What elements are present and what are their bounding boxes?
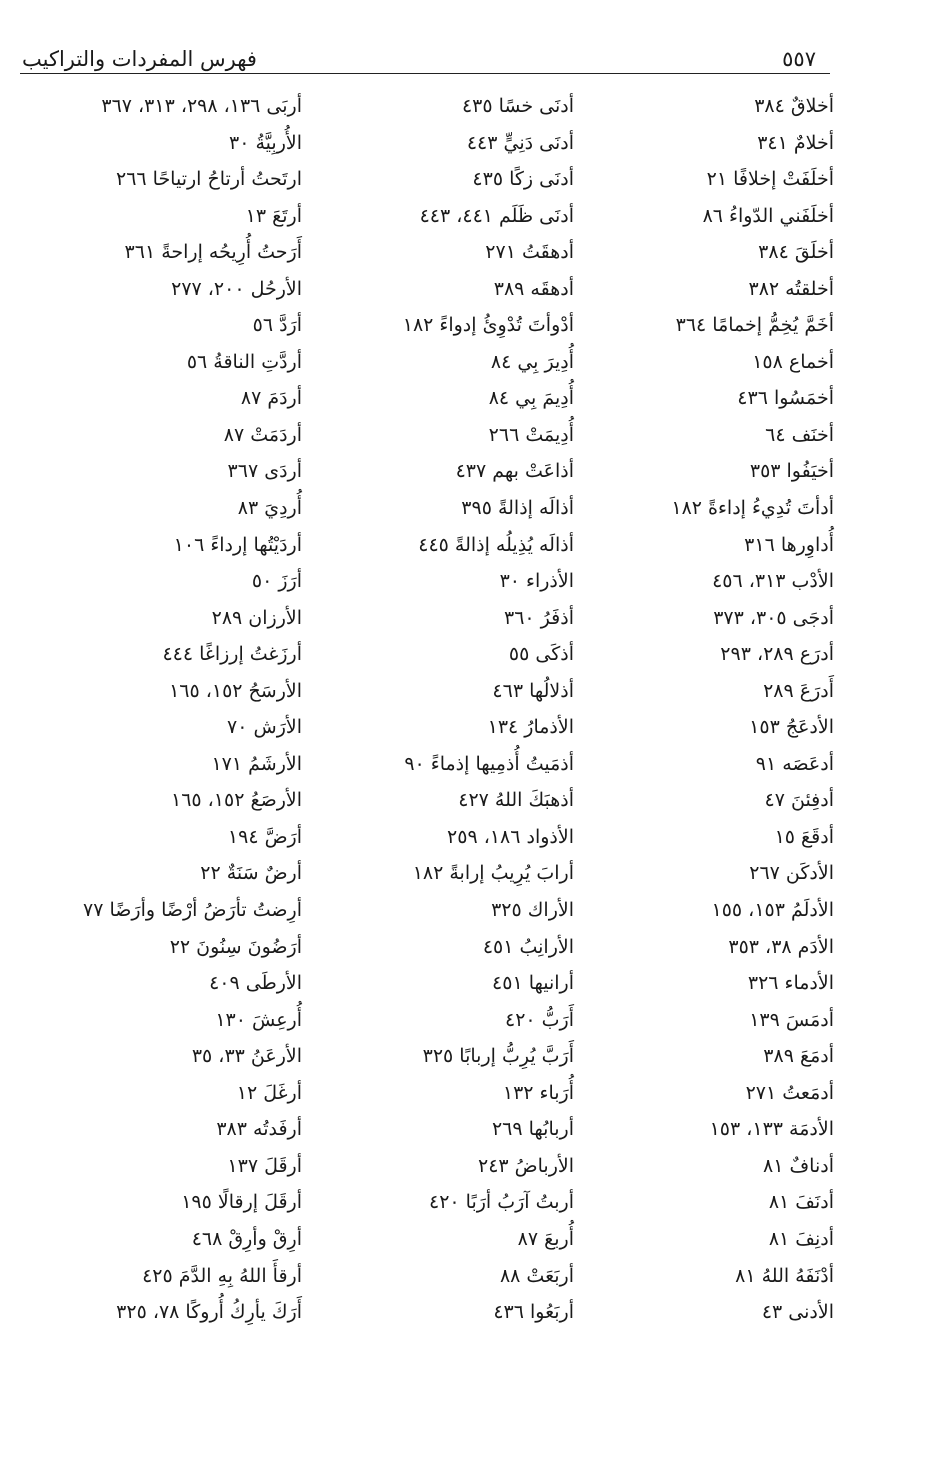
index-entry: أدرَع ٢٨٩، ٢٩٣ bbox=[720, 643, 834, 666]
index-entry: أدنَفَ ٨١ bbox=[768, 1191, 834, 1214]
index-columns bbox=[20, 88, 834, 1331]
index-entry: أخمَسُوا ٤٣٦ bbox=[737, 387, 834, 410]
index-entry: أدهقَتُ ٢٧١ bbox=[485, 241, 574, 264]
index-entry: الأرانِبُ ٤٥١ bbox=[482, 935, 574, 958]
index-entry: أُرَباء ١٣٢ bbox=[502, 1081, 574, 1104]
index-entry: الأرصَعُ ١٥٢، ١٦٥ bbox=[171, 789, 302, 812]
index-entry: أربَعَتْ ٨٨ bbox=[499, 1264, 574, 1287]
index-entry: أخلَفَني الدّواءُ ٨٦ bbox=[702, 204, 834, 227]
index-entry: الأرعَنُ ٣٣، ٣٥ bbox=[191, 1045, 302, 1068]
index-entry: أدهقَه ٣٨٩ bbox=[493, 277, 574, 300]
index-entry: أربابُها ٢٦٩ bbox=[491, 1118, 574, 1141]
index-entry: أدمَسَ ١٣٩ bbox=[749, 1008, 834, 1031]
header-divider bbox=[20, 73, 830, 74]
index-entry: الأرباضُ ٢٤٣ bbox=[477, 1154, 574, 1177]
index-entry: أخلَقَ ٣٨٤ bbox=[758, 241, 834, 264]
index-entry: أَرَبُّ ٤٢٠ bbox=[504, 1008, 574, 1031]
index-entry: أربَى ١٣٦، ٢٩٨، ٣١٣، ٣٦٧ bbox=[101, 95, 302, 117]
index-entry: أُدِيمَ بِي ٨٤ bbox=[488, 387, 574, 410]
index-entry: أخَمَّ يُخِمُّ إخمامًا ٣٦٤ bbox=[675, 314, 834, 337]
index-entry: أذمَيتُ أُذمِيها إذماءً ٩٠ bbox=[404, 752, 574, 775]
index-entry: أدنافٌ ٨١ bbox=[763, 1154, 834, 1177]
index-entry: أُربعَ ٨٧ bbox=[517, 1227, 574, 1250]
index-entry: أرانيها ٤٥١ bbox=[492, 972, 574, 995]
index-entry: ارتَحتُ أرتاحُ ارتياحًا ٢٦٦ bbox=[115, 168, 302, 191]
index-entry: أُرعِشَ ١٣٠ bbox=[215, 1008, 302, 1031]
index-entry: الأدماء ٣٢٦ bbox=[747, 972, 834, 995]
index-entry: أرِضتُ تأرَضُ أرْضًا وأرَضًا ٧٧ bbox=[83, 899, 302, 922]
index-entry: الأدكَن ٢٦٧ bbox=[749, 862, 834, 885]
index-entry: الأدلَمُ ١٥٣، ١٥٥ bbox=[711, 899, 834, 922]
index-entry: أرَدَّ ٥٦ bbox=[252, 314, 302, 337]
index-entry: أدمَعَ ٣٨٩ bbox=[763, 1045, 834, 1068]
index-entry: أربَعُوا ٤٣٦ bbox=[493, 1301, 574, 1324]
index-entry: أدفِئنَ ٤٧ bbox=[764, 789, 834, 812]
index-entry: أدعَصَه ٩١ bbox=[755, 752, 834, 775]
index-entry: أرقأَ اللهُ بِهِ الدَّمَ ٤٢٥ bbox=[142, 1264, 302, 1287]
index-entry: أدنِفَ ٨١ bbox=[768, 1227, 834, 1250]
index-entry: الأرسَحُ ١٥٢، ١٦٥ bbox=[169, 679, 302, 702]
index-entry: أدْنَفَهُ اللهُ ٨١ bbox=[735, 1264, 834, 1287]
index-entry: أذلالُها ٤٦٣ bbox=[492, 679, 574, 702]
index-entry: الأذواد ١٨٦، ٢٥٩ bbox=[447, 825, 574, 848]
index-entry: أخنَف ٦٤ bbox=[765, 423, 834, 446]
index-entry: أدنَى ظَلَم ٤٤١، ٤٤٣ bbox=[419, 204, 574, 227]
index-entry: أرَزَ ٥٠ bbox=[251, 570, 302, 593]
index-entry: أدنَى دَنِيٍّ ٤٤٣ bbox=[466, 131, 574, 154]
index-entry: أُردِيَ ٨٣ bbox=[237, 497, 302, 520]
index-entry: أربتُ آرَبُ أرَبًا ٤٢٠ bbox=[428, 1191, 574, 1214]
index-entry: أُدِيرَ بِي ٨٤ bbox=[490, 350, 574, 373]
index-entry: أخيَفُوا ٣٥٣ bbox=[749, 460, 834, 483]
index-entry: الأراك ٣٢٥ bbox=[491, 899, 574, 922]
index-entry: أردَمَتْ ٨٧ bbox=[223, 423, 302, 446]
index-entry: الأرَش ٧٠ bbox=[227, 716, 302, 739]
index-entry: أردَّتِ الناقةُ ٥٦ bbox=[186, 350, 302, 373]
page-header bbox=[22, 38, 826, 74]
index-entry: أرابَ يُرِيبُ إرابةً ١٨٢ bbox=[412, 862, 574, 885]
index-entry: أخلقتُه ٣٨٢ bbox=[748, 277, 834, 300]
index-entry: أرِقْ وأرِقْ ٤٦٨ bbox=[191, 1227, 302, 1250]
index-entry: الأدَم ٣٨، ٣٥٣ bbox=[728, 935, 834, 958]
index-entry: الأدعَجُ ١٥٣ bbox=[749, 716, 834, 739]
index-entry: أرفَدتُه ٣٨٣ bbox=[216, 1118, 302, 1141]
index-entry: أدمَعتُ ٢٧١ bbox=[745, 1081, 834, 1104]
index-entry: أرضٌ سَنَةٌ ٢٢ bbox=[200, 862, 302, 885]
index-entry: أرغَلَ ١٢ bbox=[236, 1081, 302, 1104]
index-entry: أذالَه إذالةً ٣٩٥ bbox=[461, 497, 574, 520]
index-entry: أرَضَّ ١٩٤ bbox=[227, 825, 302, 848]
index-entry: أَرَحتُ أُرِيحُه إراحةً ٣٦١ bbox=[124, 241, 302, 264]
index-entry: أخلاقٌ ٣٨٤ bbox=[754, 95, 834, 117]
index-entry: أدقَعَ ١٥ bbox=[774, 825, 834, 848]
index-entry: أذهبَكَ اللهُ ٤٢٧ bbox=[458, 789, 574, 812]
index-entry: الأرزان ٢٨٩ bbox=[211, 606, 302, 629]
index-entry: أرقَلَ إرقالًا ١٩٥ bbox=[181, 1191, 302, 1214]
index-entry: أخلَفَتْ إخلافًا ٢١ bbox=[706, 168, 834, 191]
index-entry: أذفَرُ ٣٦٠ bbox=[504, 606, 574, 629]
index-entry: أرقَلَ ١٣٧ bbox=[227, 1154, 302, 1177]
index-entry: الأرطَى ٤٠٩ bbox=[209, 972, 302, 995]
index-entry: أردَى ٣٦٧ bbox=[227, 460, 302, 483]
page-number: ٥٥٧ bbox=[782, 47, 816, 71]
index-entry: أدنَى خسًا ٤٣٥ bbox=[461, 95, 574, 117]
index-entry: أدْوأتَ تُدْوِئُ إدواءً ١٨٢ bbox=[402, 314, 574, 337]
index-entry: أدجَى ٣٠٥، ٣٧٣ bbox=[713, 606, 834, 629]
index-entry: أردَيْتُها إرداءً ١٠٦ bbox=[173, 533, 302, 556]
running-title: فهرس المفردات والتراكيب bbox=[22, 47, 257, 71]
index-entry: الأدْب ٣١٣، ٤٥٦ bbox=[712, 570, 834, 593]
index-entry: الأدمَة ١٣٣، ١٥٣ bbox=[709, 1118, 834, 1141]
index-entry: أذكَى ٥٥ bbox=[508, 643, 574, 666]
index-entry: الأدنى ٤٣ bbox=[761, 1301, 834, 1324]
index-entry: أذاعَتْ بهم ٤٣٧ bbox=[455, 460, 574, 483]
index-entry: الأرشَمُ ١٧١ bbox=[211, 752, 302, 775]
index-entry: أردَمَ ٨٧ bbox=[240, 387, 302, 410]
index-entry: أدنَى زكًا ٤٣٥ bbox=[472, 168, 574, 191]
index-entry: أَرَكَ يأرِكُ أُروكًا ٧٨، ٣٢٥ bbox=[116, 1301, 302, 1324]
index-column-right bbox=[574, 88, 834, 1331]
index-entry: الأُربِيَّةُ ٣٠ bbox=[229, 131, 302, 154]
index-entry: أَرَبَّ يُرِبُّ إربابًا ٣٢٥ bbox=[422, 1045, 574, 1068]
index-entry: الأذراء ٣٠ bbox=[499, 570, 574, 593]
index-entry: أدأتَ تُدِيءُ إداءةً ١٨٢ bbox=[671, 497, 834, 520]
index-entry: أُداوِرها ٣١٦ bbox=[744, 533, 834, 556]
index-entry: أرتَعَ ١٣ bbox=[245, 204, 302, 227]
index-entry: أرَضُونَ سِنُونَ ٢٢ bbox=[169, 935, 302, 958]
index-column-middle bbox=[302, 88, 574, 1331]
index-entry: أخلامٌ ٣٤١ bbox=[757, 131, 834, 154]
index-entry: الأذمارُ ١٣٤ bbox=[487, 716, 574, 739]
index-entry: أذالَه يُذِيلُه إذالةً ٤٤٥ bbox=[418, 533, 574, 556]
index-column-left bbox=[20, 88, 302, 1331]
index-entry: أُدِيمَتْ ٢٦٦ bbox=[488, 423, 574, 446]
index-entry: أخماع ١٥٨ bbox=[752, 350, 834, 373]
index-entry: الأرحُل ٢٠٠، ٢٧٧ bbox=[171, 277, 302, 300]
index-entry: أرزَغتُ إرزاغًا ٤٤٤ bbox=[162, 643, 302, 666]
index-entry: أَدرَعَ ٢٨٩ bbox=[763, 679, 834, 702]
